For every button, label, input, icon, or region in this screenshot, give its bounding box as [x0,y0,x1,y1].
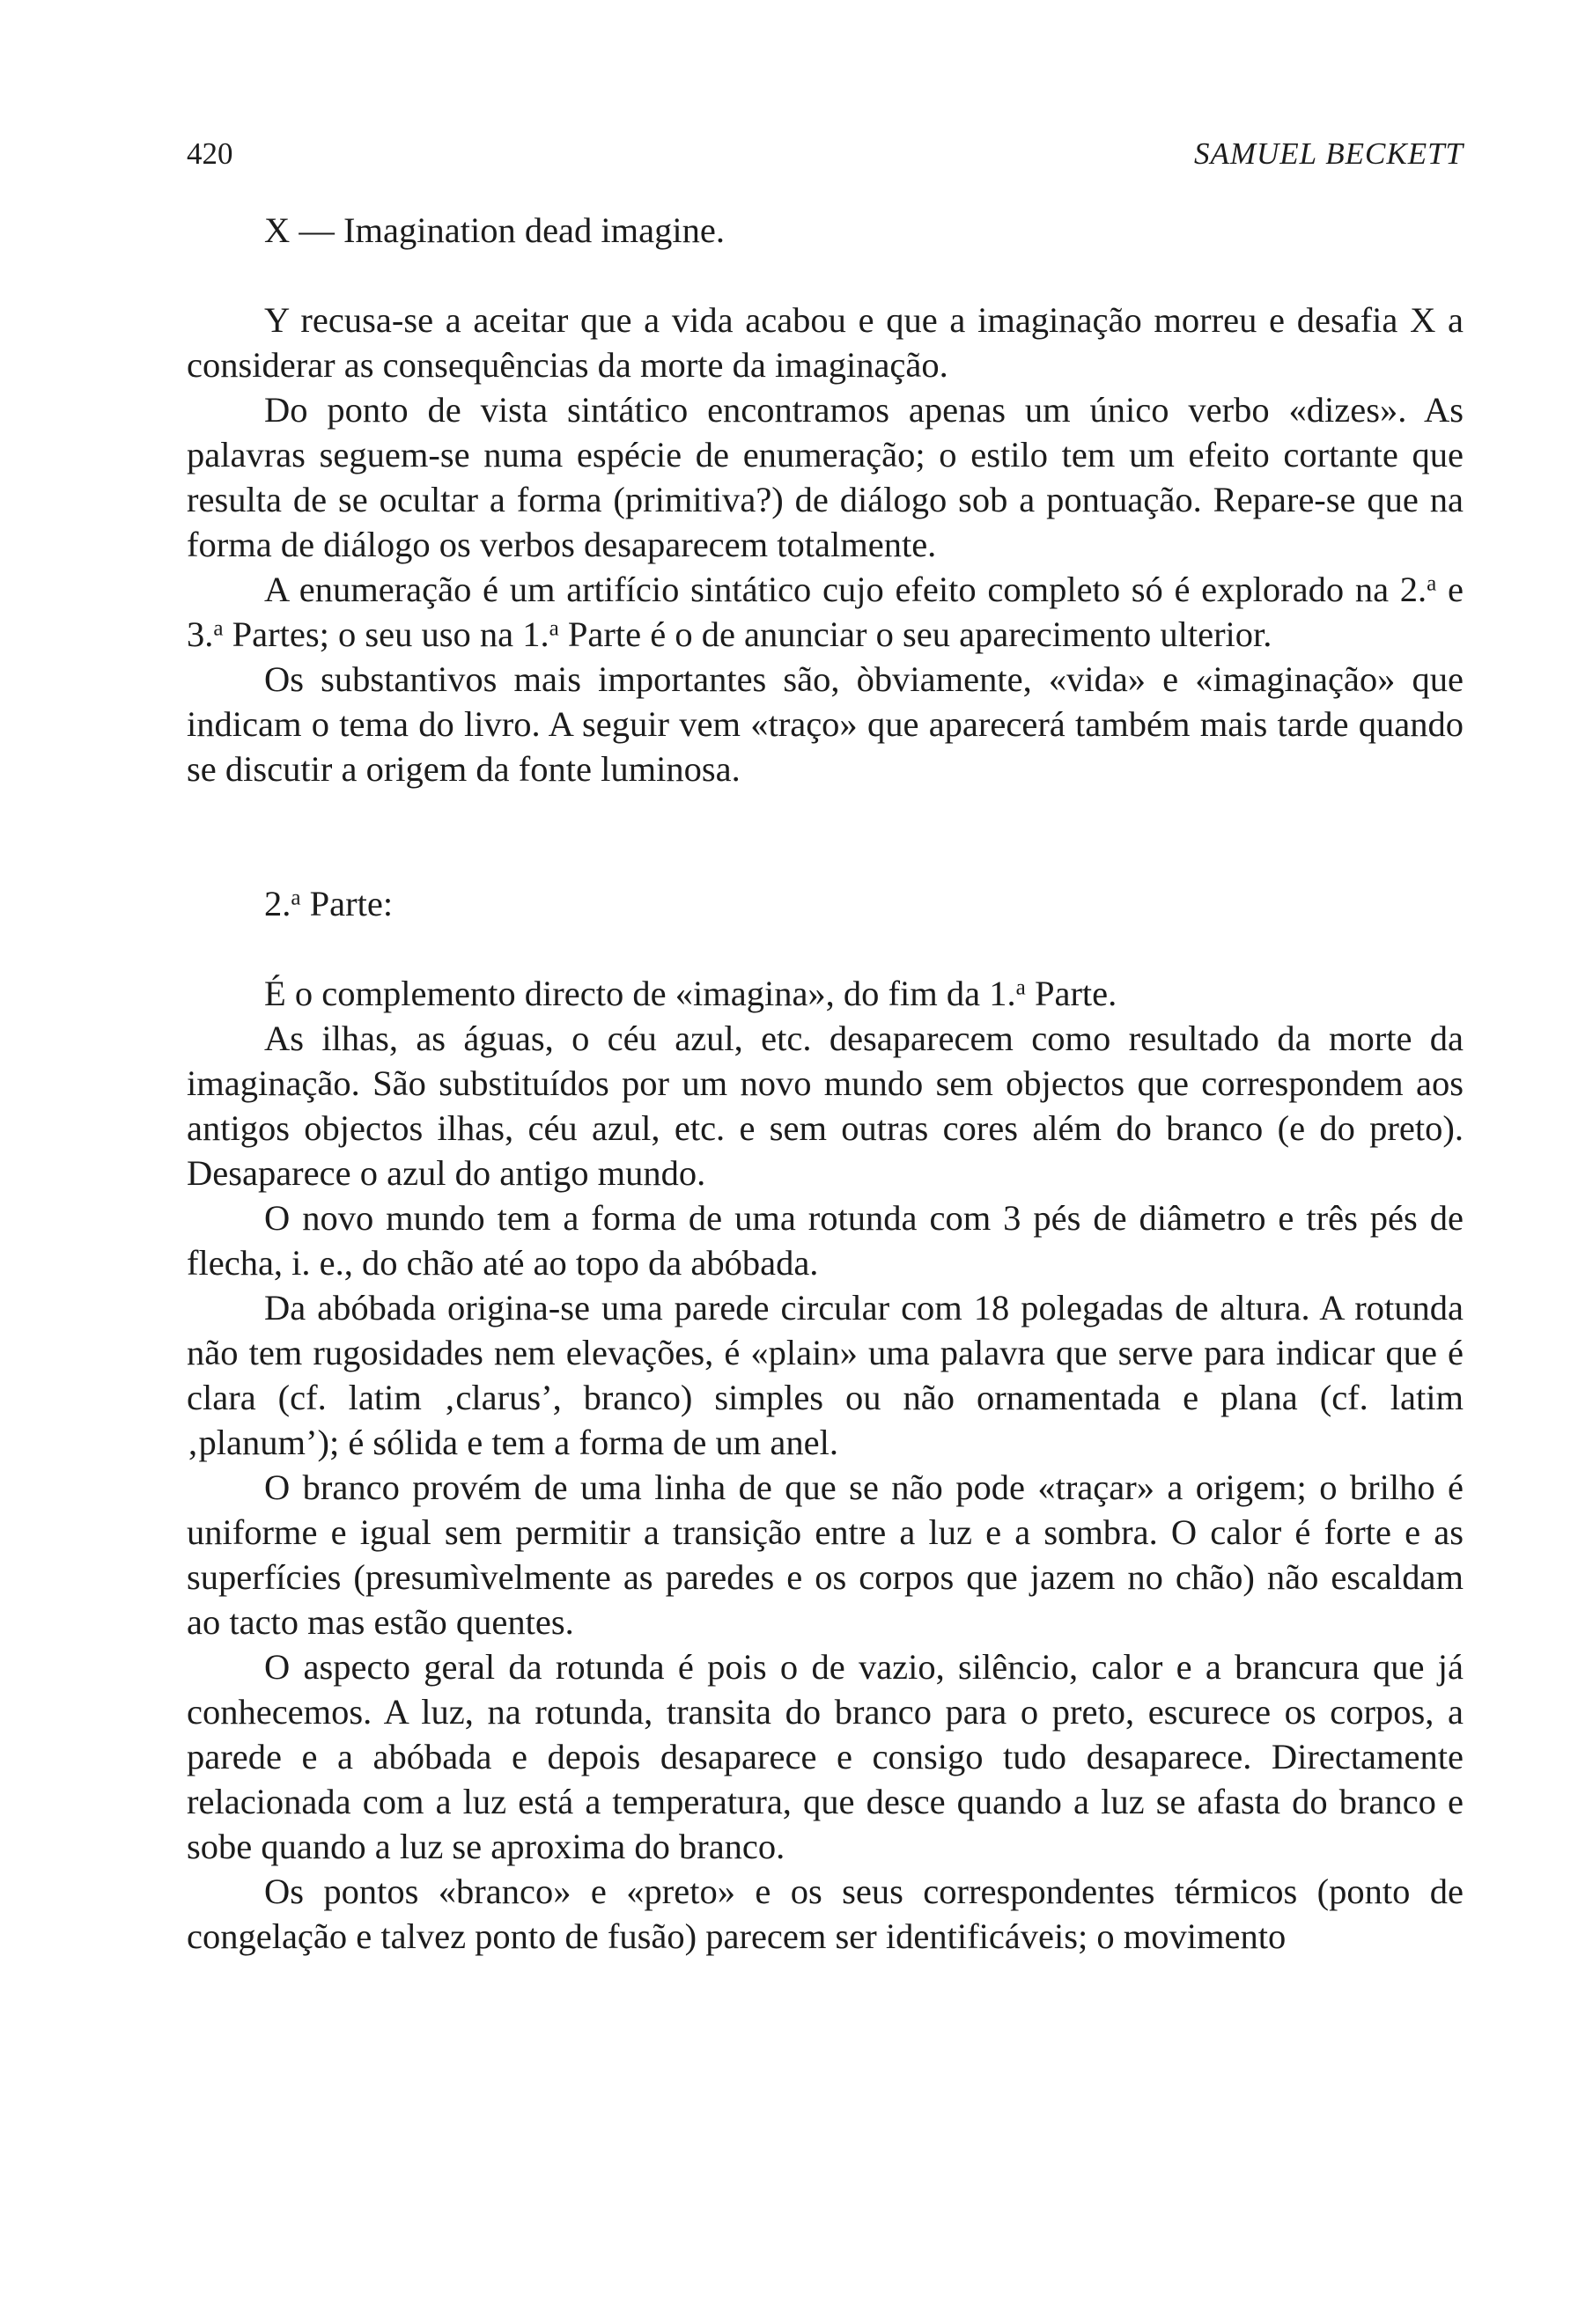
paragraph: A enumeração é um artifício sintático cujo efeito completo só é explorado na 2.$^a$ e 3.$^a$ Partes; o seu uso na 1.$^a$ Parte é o de anunciar o seu aparecimento ulterior. [187,570,1464,654]
page-number: 420 [187,136,233,171]
paragraph: Os substantivos mais importantes são, òbviamente, «vida» e «imaginação» que indicam o tema do livro. A seguir vem «traço» que aparecerá também mais tarde quando se discutir a origem da fonte luminosa. [187,659,1464,789]
paragraph: É o complemento directo de «imagina», do fim da 1.$^a$ Parte. [264,974,1117,1013]
paragraph: Da abóbada origina-se uma parede circular com 18 polegadas de altura. A rotunda não tem rugosidades nem elevações, é «plain» uma palavra que serve para indicar que é clara (cf. latim ‚clarus’, branco) simples ou não ornamentada e plana (cf. latim ‚planum’); é sólida e tem a forma de um anel. [187,1288,1464,1462]
paragraph: O aspecto geral da rotunda é pois o de vazio, silêncio, calor e a brancura que já conhecemos. A luz, na rotunda, transita do branco para o preto, escurece os corpos, a parede e a abóbada e depois desaparece e consigo tudo desaparece. Directamente relacionada com a luz está a temperatura, que desce quando a luz se afasta do branco e sobe quando a luz se aproxima do branco. [187,1647,1464,1866]
body-text [187,208,1464,1959]
section-heading: 2.$^a$ Parte: [264,884,394,923]
paragraph: As ilhas, as águas, o céu azul, etc. desaparecem como resultado da morte da imaginação. São substituídos por um novo mundo sem objectos que correspondem aos antigos objectos ilhas, céu azul, etc. e sem outras cores além do branco (e do preto). Desaparece o azul do antigo mundo. [187,1019,1464,1193]
paragraph: Os pontos «branco» e «preto» e os seus correspondentes térmicos (ponto de congelação e talvez ponto de fusão) parecem ser identificáveis; o movimento [187,1872,1464,1956]
running-head: SAMUEL BECKETT [1193,136,1464,171]
paragraph: O branco provém de uma linha de que se não pode «traçar» a origem; o brilho é uniforme e igual sem permitir a transição entre a luz e a sombra. O calor é forte e as superfícies (presumìvelmente as paredes e os corpos que jazem no chão) não escaldam ao tacto mas estão quentes. [187,1467,1464,1642]
paragraph: Do ponto de vista sintático encontramos apenas um único verbo «dizes». As palavras seguem-se numa espécie de enumeração; o estilo tem um efeito cortante que resulta de se ocultar a forma (primitiva?) de diálogo sob a pontuação. Repare-se que na forma de diálogo os verbos desaparecem totalmente. [187,390,1464,564]
page-header [187,132,1464,176]
dialogue-line: X — Imagination dead imagine. [264,210,725,250]
paragraph: O novo mundo tem a forma de uma rotunda com 3 pés de diâmetro e três pés de flecha, i. e., do chão até ao topo da abóbada. [187,1198,1464,1283]
paragraph: Y recusa-se a aceitar que a vida acabou e que a imaginação morreu e desafia X a considerar as consequências da morte da imaginação. [187,300,1464,385]
